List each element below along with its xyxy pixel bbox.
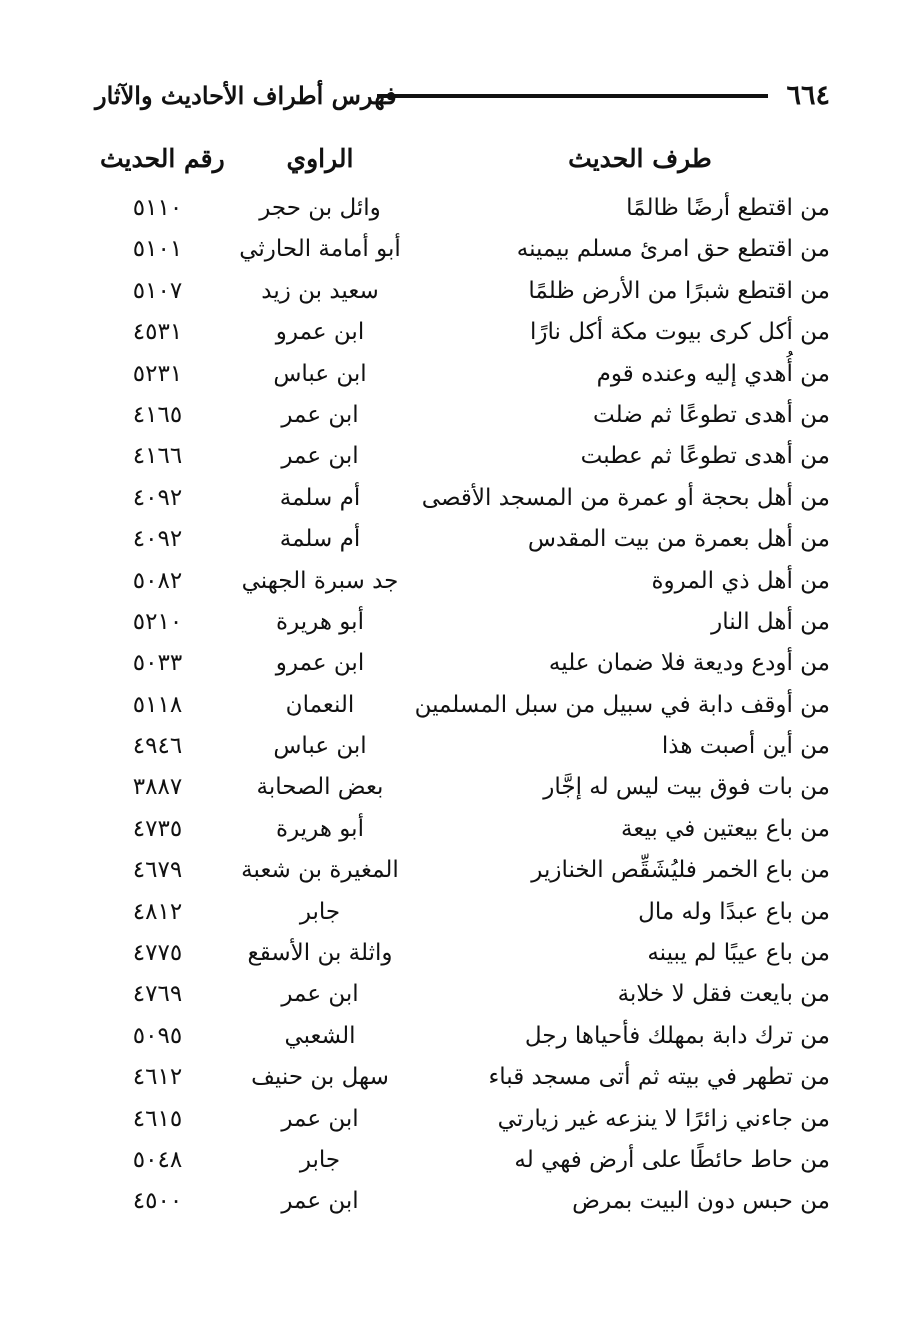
hadith-number-cell: ٤١٦٥ bbox=[132, 401, 183, 428]
narrator-cell: ابن عمر bbox=[281, 1188, 359, 1215]
table-row bbox=[95, 892, 835, 933]
hadith-cell: من أهل بحجة أو عمرة من المسجد الأقصى bbox=[421, 484, 830, 511]
hadith-cell: من تطهر في بيته ثم أتى مسجد قباء bbox=[488, 1064, 830, 1091]
hadith-cell: من أهل ذي المروة bbox=[651, 567, 830, 594]
hadith-cell: من أين أصبت هذا bbox=[661, 733, 830, 760]
table-row bbox=[95, 602, 835, 643]
hadith-cell: من باع عبدًا وله مال bbox=[638, 898, 830, 925]
narrator-cell: ابن عمر bbox=[281, 1105, 359, 1132]
narrator-cell: جابر bbox=[299, 1146, 341, 1173]
table-row bbox=[95, 1016, 835, 1057]
narrator-cell: سهل بن حنيف bbox=[251, 1064, 389, 1091]
narrator-cell: أبو هريرة bbox=[276, 815, 364, 842]
table-row bbox=[95, 519, 835, 560]
hadith-cell: من حبس دون البيت بمرض bbox=[572, 1188, 830, 1215]
hadith-cell: من باع الخمر فليُشَقِّص الخنازير bbox=[531, 857, 830, 884]
table-row bbox=[95, 685, 835, 726]
column-header-narrator: الراوي bbox=[286, 144, 354, 173]
narrator-cell: جد سبرة الجهني bbox=[241, 567, 399, 594]
table-row bbox=[95, 478, 835, 519]
table-row bbox=[95, 395, 835, 436]
table-body bbox=[95, 188, 835, 1223]
table-row bbox=[95, 1181, 835, 1222]
narrator-cell: ابن عباس bbox=[273, 360, 367, 387]
hadith-number-cell: ٥١٠١ bbox=[132, 236, 183, 263]
narrator-cell: ابن عمر bbox=[281, 401, 359, 428]
running-title: فهرس أطراف الأحاديث والآثار bbox=[95, 81, 397, 110]
hadith-number-cell: ٥١١٨ bbox=[132, 691, 183, 718]
hadith-number-cell: ٤٧٦٩ bbox=[132, 981, 183, 1008]
hadith-number-cell: ٥٠٩٥ bbox=[132, 1022, 183, 1049]
narrator-cell: النعمان bbox=[285, 691, 355, 718]
hadith-number-cell: ٤٩٤٦ bbox=[132, 733, 183, 760]
page-number: ٦٦٤ bbox=[786, 80, 830, 111]
narrator-cell: وائل بن حجر bbox=[259, 195, 381, 221]
hadith-index-table bbox=[95, 136, 835, 1223]
table-row bbox=[95, 561, 835, 602]
hadith-number-cell: ٤٦١٢ bbox=[132, 1064, 183, 1091]
hadith-number-cell: ٥٠٣٣ bbox=[132, 650, 183, 677]
narrator-cell: الشعبي bbox=[284, 1022, 356, 1049]
hadith-number-cell: ٤٠٩٢ bbox=[132, 484, 183, 511]
column-header-hadith: طرف الحديث bbox=[568, 144, 712, 173]
hadith-cell: من باع عيبًا لم يبينه bbox=[647, 940, 830, 967]
table-row bbox=[95, 354, 835, 395]
narrator-cell: المغيرة بن شعبة bbox=[241, 857, 399, 884]
hadith-number-cell: ٥٢١٠ bbox=[132, 608, 183, 635]
hadith-cell: من أهل بعمرة من بيت المقدس bbox=[527, 526, 830, 553]
hadith-cell: من بات فوق بيت ليس له إجَّار bbox=[543, 774, 830, 801]
table-row bbox=[95, 229, 835, 270]
hadith-cell: من باع بيعتين في بيعة bbox=[621, 815, 830, 842]
table-row bbox=[95, 726, 835, 767]
hadith-number-cell: ٤١٦٦ bbox=[132, 443, 183, 470]
table-row bbox=[95, 1140, 835, 1181]
narrator-cell: سعيد بن زيد bbox=[261, 277, 379, 304]
table-row bbox=[95, 436, 835, 477]
hadith-cell: من بايعت فقل لا خلابة bbox=[617, 981, 830, 1008]
hadith-number-cell: ٥١٠٧ bbox=[132, 277, 183, 304]
hadith-cell: من اقتطع حق امرئ مسلم بيمينه bbox=[516, 236, 830, 263]
hadith-number-cell: ٤٧٧٥ bbox=[132, 940, 183, 967]
running-header bbox=[95, 78, 830, 114]
narrator-cell: واثلة بن الأسقع bbox=[247, 940, 393, 967]
hadith-cell: من أهدى تطوعًا ثم عطبت bbox=[580, 443, 830, 470]
hadith-cell: من أهل النار bbox=[711, 608, 830, 635]
hadith-cell: من جاءني زائرًا لا ينزعه غير زيارتي bbox=[497, 1105, 830, 1132]
table-row bbox=[95, 643, 835, 684]
table-row bbox=[95, 850, 835, 891]
hadith-number-cell: ٤٥٣١ bbox=[132, 319, 183, 346]
hadith-cell: من حاط حائطًا على أرض فهي له bbox=[514, 1146, 830, 1173]
hadith-cell: من أهدى تطوعًا ثم ضلت bbox=[593, 401, 830, 428]
narrator-cell: ابن عباس bbox=[273, 733, 367, 760]
hadith-number-cell: ٤٨١٢ bbox=[132, 898, 183, 925]
narrator-cell: أم سلمة bbox=[279, 526, 361, 553]
hadith-cell: من اقتطع شبرًا من الأرض ظلمًا bbox=[528, 277, 830, 304]
narrator-cell: ابن عمرو bbox=[275, 319, 365, 346]
hadith-number-cell: ٥٠٤٨ bbox=[132, 1146, 183, 1173]
narrator-cell: أم سلمة bbox=[279, 484, 361, 511]
column-header-row bbox=[95, 136, 835, 182]
table-row bbox=[95, 767, 835, 808]
hadith-cell: من ترك دابة بمهلك فأحياها رجل bbox=[524, 1022, 830, 1049]
table-row bbox=[95, 1057, 835, 1098]
hadith-number-cell: ٤٧٣٥ bbox=[132, 815, 183, 842]
hadith-number-cell: ٣٨٨٧ bbox=[132, 774, 183, 801]
hadith-number-cell: ٤٥٠٠ bbox=[132, 1188, 183, 1215]
narrator-cell: بعض الصحابة bbox=[256, 774, 384, 801]
hadith-number-cell: ٥١١٠ bbox=[132, 195, 183, 221]
table-row bbox=[95, 933, 835, 974]
table-row bbox=[95, 809, 835, 850]
hadith-number-cell: ٥٠٨٢ bbox=[132, 567, 183, 594]
hadith-number-cell: ٥٢٣١ bbox=[132, 360, 183, 387]
hadith-cell: من اقتطع أرضًا ظالمًا bbox=[626, 195, 830, 221]
table-row bbox=[95, 271, 835, 312]
table-row bbox=[95, 1099, 835, 1140]
hadith-number-cell: ٤٠٩٢ bbox=[132, 526, 183, 553]
narrator-cell: ابن عمر bbox=[281, 443, 359, 470]
hadith-number-cell: ٤٦٧٩ bbox=[132, 857, 183, 884]
hadith-cell: من أكل كرى بيوت مكة أكل نارًا bbox=[530, 319, 830, 346]
narrator-cell: أبو هريرة bbox=[276, 608, 364, 635]
header-rule bbox=[377, 94, 768, 98]
narrator-cell: ابن عمر bbox=[281, 981, 359, 1008]
narrator-cell: ابن عمرو bbox=[275, 650, 365, 677]
narrator-cell: جابر bbox=[299, 898, 341, 925]
narrator-cell: أبو أمامة الحارثي bbox=[239, 236, 401, 263]
hadith-cell: من أودع وديعة فلا ضمان عليه bbox=[548, 650, 830, 677]
hadith-number-cell: ٤٦١٥ bbox=[132, 1105, 183, 1132]
table-row bbox=[95, 312, 835, 353]
hadith-cell: من أوقف دابة في سبيل من سبل المسلمين bbox=[414, 691, 830, 718]
hadith-cell: من أُهدي إليه وعنده قوم bbox=[596, 360, 830, 387]
table-row bbox=[95, 974, 835, 1015]
column-header-number: رقم الحديث bbox=[100, 144, 225, 173]
table-row bbox=[95, 188, 835, 229]
